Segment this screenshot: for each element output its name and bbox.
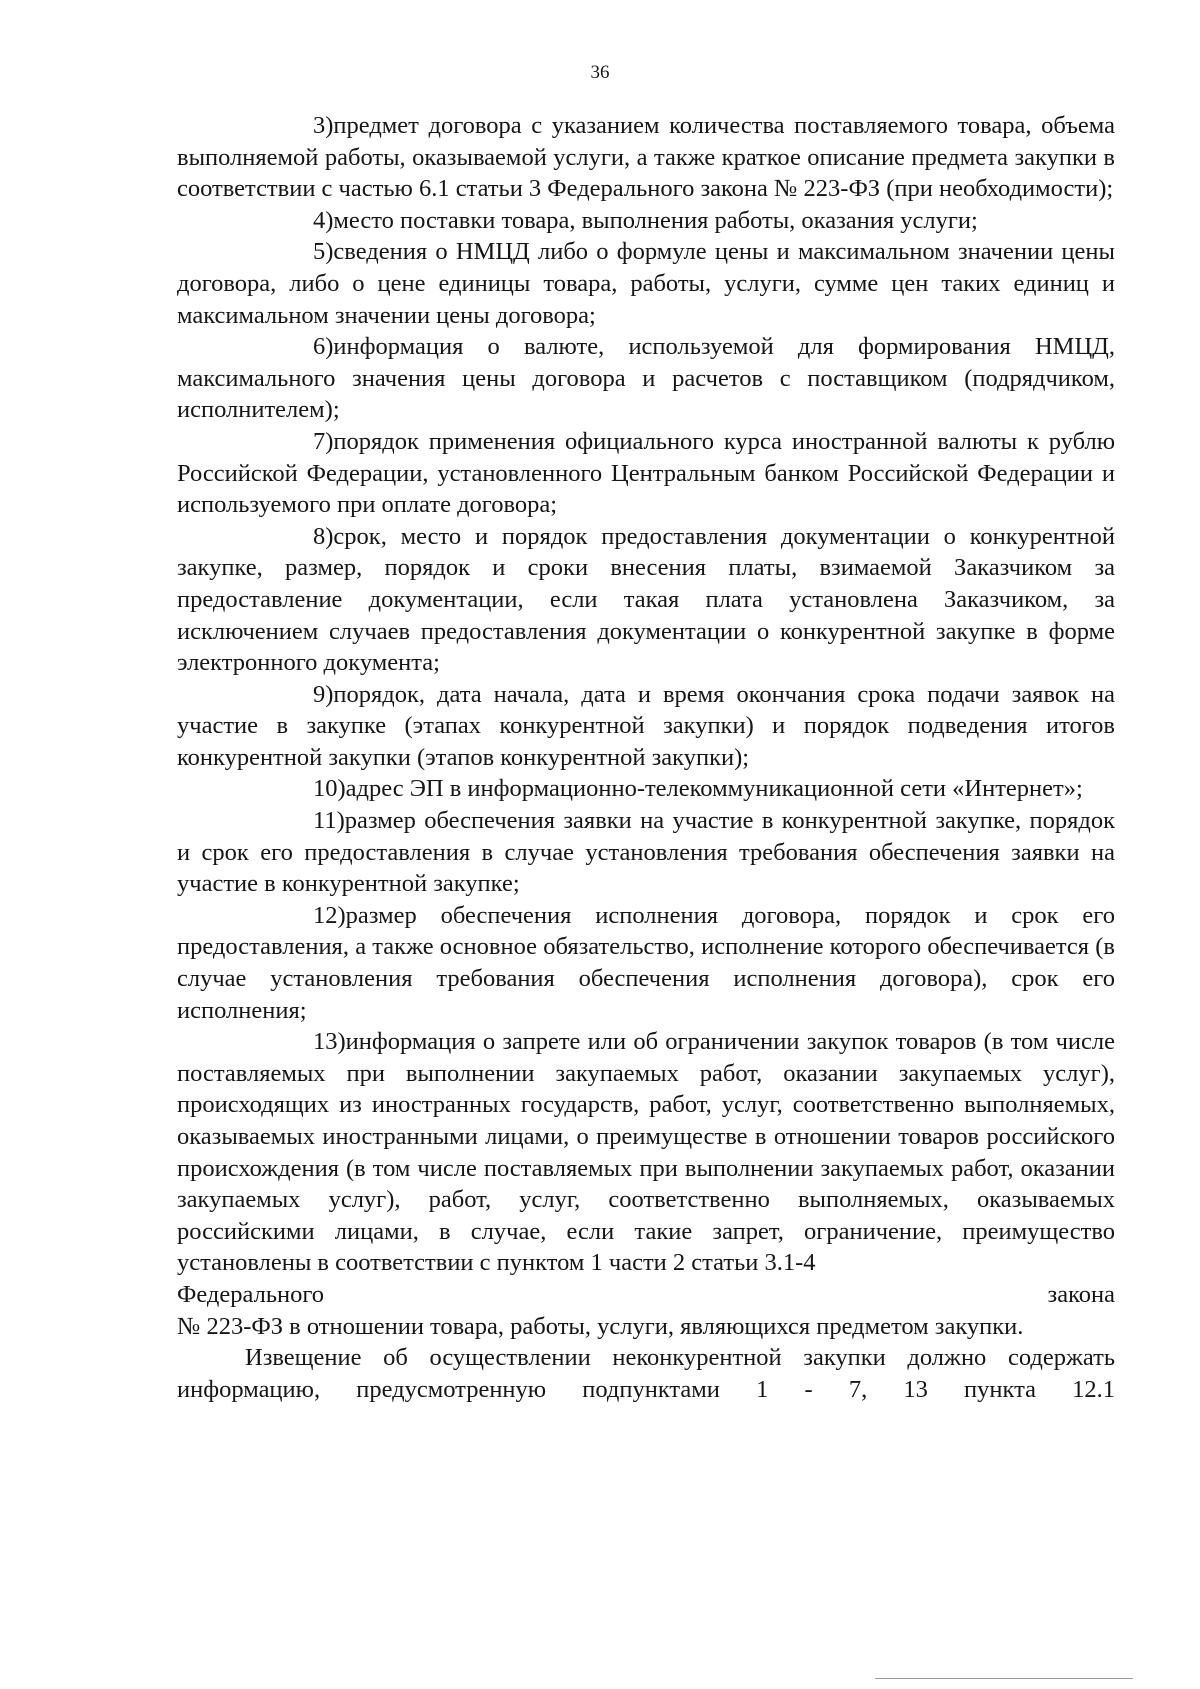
item-number: 8) — [313, 522, 334, 550]
list-item-5 — [177, 236, 1115, 331]
list-item-13 — [177, 1026, 1115, 1342]
closing-paragraph: Извещение об осуществлении неконкурентной закупки должно содержать информацию, предусмотренную подпунктами 1 - 7, 13 пункта 12.1 — [177, 1344, 1115, 1403]
list-item-6 — [177, 331, 1115, 426]
list-item-7 — [177, 426, 1115, 521]
item-text: порядок, дата начала, дата и время окончания срока подачи заявок на участие в закупке (этапах конкурентной закупки) и порядок подведения итогов конкурентной закупки (этапов конкурентной закупки); — [177, 680, 1115, 771]
bottom-rule — [875, 1678, 1133, 1679]
document-body — [177, 110, 1115, 1405]
list-item-4 — [177, 205, 1115, 237]
list-item-12 — [177, 900, 1115, 1026]
item-text: адрес ЭП в информационно-телекоммуникационной сети «Интернет»; — [345, 775, 1083, 803]
page-number: 36 — [590, 62, 610, 83]
item-number: 3) — [313, 112, 334, 139]
item-text: информация о запрете или об ограничении закупок товаров (в том числе поставляемых при выполнении закупаемых работ, оказании закупаемых услуг), происходящих из иностранных государств, работ, услуг, соответственно выполняемых, оказываемых иностранными лицами, о преимуществе в отношении товаров российского происхождения (в том числе поставляемых при выполнении закупаемых работ, оказании закупаемых услуг), работ, услуг, соответственно выполняемых, оказываемых российскими лицами, в случае, если такие запрет, ограничение, преимущество установлены в соответствии с пунктом 1 части 2 статьи 3.1-4 — [177, 1028, 1115, 1277]
item-number: 4) — [313, 206, 334, 234]
list-item-10 — [177, 773, 1115, 805]
list-item-3 — [177, 110, 1115, 205]
item-text: информация о валюте, используемой для формирования НМЦД, максимального значения цены договора и расчетов с поставщиком (подрядчиком, исполнителем); — [177, 333, 1115, 424]
item-number: 12) — [313, 901, 346, 929]
list-item-9 — [177, 679, 1115, 774]
item-number: 13) — [313, 1028, 346, 1056]
item-text: размер обеспечения заявки на участие в конкурентной закупке, порядок и срок его предоставления в случае установления требования обеспечения заявки на участие в конкурентной закупке; — [177, 807, 1115, 898]
item-number: 6) — [313, 333, 334, 361]
item-number: 7) — [313, 427, 334, 455]
list-item-8 — [177, 521, 1115, 679]
item-number: 10) — [313, 775, 346, 803]
item-number: 11) — [313, 807, 345, 835]
item-text: размер обеспечения исполнения договора, порядок и срок его предоставления, а также основное обязательство, исполнение которого обеспечивается (в случае установления требования обеспечения исполнения договора), срок его исполнения; — [177, 901, 1115, 1024]
item-number: 5) — [313, 238, 334, 266]
item-text: порядок применения официального курса иностранной валюты к рублю Российской Федерации, установленного Центральным банком Российской Федерации и используемого при оплате договора; — [177, 427, 1115, 519]
item-text-law-line: Федерального закона — [177, 1280, 1115, 1308]
item-text: срок, место и порядок предоставления документации о конкурентной закупке, размер, порядок и сроки внесения платы, взимаемой Заказчиком за предоставление документации, если такая плата установлена Заказчиком, за исключением случаев предоставления документации о конкурентной закупке в форме электронного документа; — [177, 522, 1115, 677]
list-item-11 — [177, 805, 1115, 900]
item-text: предмет договора с указанием количества поставляемого товара, объема выполняемой работы, оказываемой услуги, а также краткое описание предмета закупки в соответствии с частью 6.1 статьи 3 Федерального закона № 223-ФЗ (при необходимости); — [177, 112, 1115, 203]
item-number: 9) — [313, 680, 334, 708]
item-text: сведения о НМЦД либо о формуле цены и максимальном значении цены договора, либо о цене единицы товара, работы, услуги, сумме цен таких единиц и максимальном значении цены договора; — [177, 238, 1115, 329]
item-text: место поставки товара, выполнения работы, оказания услуги; — [333, 206, 978, 234]
item-text-end: № 223-ФЗ в отношении товара, работы, услуги, являющихся предметом закупки. — [177, 1312, 1024, 1340]
